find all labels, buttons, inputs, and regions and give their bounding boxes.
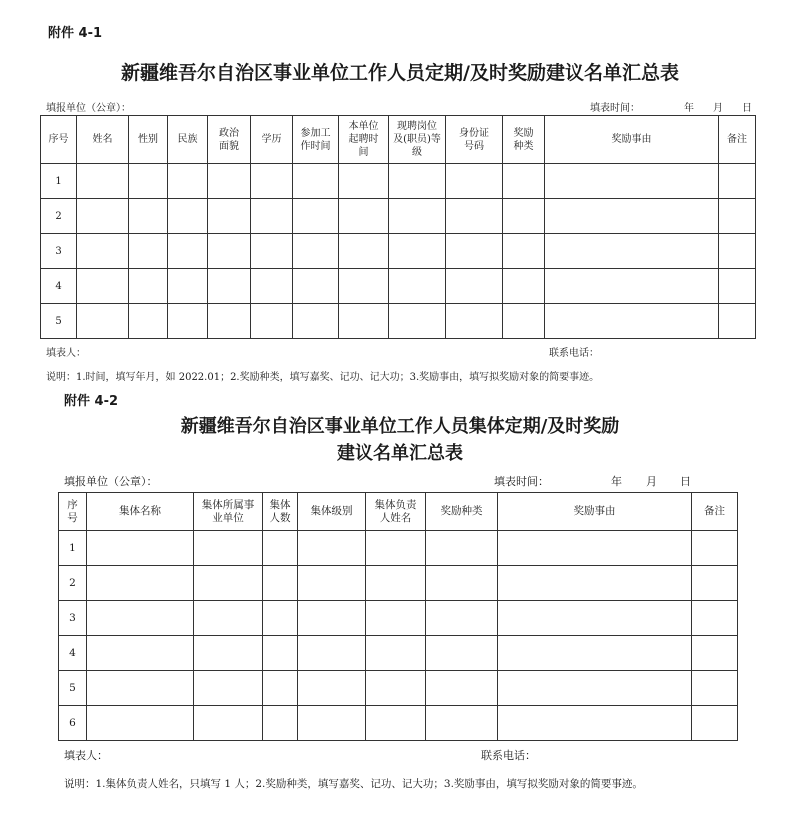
col-header-seq: 序号 — [59, 493, 87, 531]
cell-position-level[interactable] — [389, 164, 446, 199]
col-header-group-leader: 集体负责人姓名 — [366, 493, 426, 531]
cell-remarks[interactable] — [692, 531, 738, 566]
cell-position-level[interactable] — [389, 269, 446, 304]
cell-award-reason[interactable] — [545, 304, 719, 339]
cell-group-name[interactable] — [87, 671, 194, 706]
row-number: 3 — [59, 601, 87, 636]
cell-position-level[interactable] — [389, 234, 446, 269]
row-number: 5 — [59, 671, 87, 706]
cell-remarks[interactable] — [719, 199, 756, 234]
form2-title-line1: 新疆维吾尔自治区事业单位工作人员集体定期/及时奖励 — [180, 416, 620, 437]
cell-gender[interactable] — [129, 164, 168, 199]
cell-remarks[interactable] — [719, 304, 756, 339]
cell-name[interactable] — [77, 199, 129, 234]
cell-hire-time[interactable] — [339, 234, 389, 269]
col-header-group-level: 集体级别 — [298, 493, 366, 531]
row-number: 1 — [59, 531, 87, 566]
cell-name[interactable] — [77, 234, 129, 269]
cell-id-number[interactable] — [446, 164, 503, 199]
cell-remarks[interactable] — [692, 601, 738, 636]
cell-work-start[interactable] — [293, 304, 339, 339]
form2-month: 月 — [646, 475, 657, 488]
col-header-political-status: 政治面貌 — [208, 116, 251, 164]
attachment-label-4-2: 附件 4-2 — [64, 394, 119, 409]
form1-day: 日 — [742, 103, 752, 114]
cell-group-unit[interactable] — [194, 601, 263, 636]
cell-id-number[interactable] — [446, 304, 503, 339]
cell-group-name[interactable] — [87, 601, 194, 636]
table-row — [59, 636, 738, 671]
cell-award-reason[interactable] — [545, 269, 719, 304]
row-number: 4 — [41, 269, 77, 304]
table-row — [41, 199, 756, 234]
col-header-ethnicity: 民族 — [168, 116, 208, 164]
table-row — [41, 234, 756, 269]
cell-group-size[interactable] — [263, 601, 298, 636]
cell-hire-time[interactable] — [339, 199, 389, 234]
row-number: 2 — [59, 566, 87, 601]
cell-group-name[interactable] — [87, 531, 194, 566]
col-header-award-reason: 奖励事由 — [498, 493, 692, 531]
cell-group-level[interactable] — [298, 601, 366, 636]
cell-hire-time[interactable] — [339, 269, 389, 304]
cell-award-type[interactable] — [426, 636, 498, 671]
cell-group-leader[interactable] — [366, 671, 426, 706]
cell-id-number[interactable] — [446, 199, 503, 234]
cell-group-leader[interactable] — [366, 706, 426, 741]
cell-political-status[interactable] — [208, 234, 251, 269]
cell-group-name[interactable] — [87, 636, 194, 671]
cell-group-leader[interactable] — [366, 566, 426, 601]
cell-award-reason[interactable] — [545, 199, 719, 234]
cell-name[interactable] — [77, 269, 129, 304]
cell-award-type[interactable] — [426, 706, 498, 741]
cell-award-type[interactable] — [426, 531, 498, 566]
cell-hire-time[interactable] — [339, 304, 389, 339]
col-header-gender: 性别 — [129, 116, 168, 164]
cell-political-status[interactable] — [208, 304, 251, 339]
cell-group-unit[interactable] — [194, 671, 263, 706]
col-header-name: 姓名 — [77, 116, 129, 164]
col-header-id-number: 身份证号码 — [446, 116, 503, 164]
form1-fill-unit: 填报单位（公章）： — [46, 103, 131, 114]
col-header-group-unit: 集体所属事业单位 — [194, 493, 263, 531]
row-number: 3 — [41, 234, 77, 269]
col-header-group-name: 集体名称 — [87, 493, 194, 531]
cell-name[interactable] — [77, 304, 129, 339]
col-header-education: 学历 — [251, 116, 293, 164]
cell-work-start[interactable] — [293, 164, 339, 199]
cell-award-reason[interactable] — [498, 671, 692, 706]
table-row — [59, 566, 738, 601]
cell-group-level[interactable] — [298, 566, 366, 601]
form2-day: 日 — [680, 475, 691, 488]
row-number: 6 — [59, 706, 87, 741]
form2-note: 说明：1.集体负责人姓名，只填写 1 人；2.奖励种类，填写嘉奖、记功、记大功；3.奖励事由，填写拟奖励对象的简要事迹。 — [64, 778, 643, 790]
row-number: 4 — [59, 636, 87, 671]
cell-group-size[interactable] — [263, 531, 298, 566]
col-header-hire-time: 本单位起聘时间 — [339, 116, 389, 164]
cell-group-leader[interactable] — [366, 601, 426, 636]
row-number: 2 — [41, 199, 77, 234]
form2-fill-unit: 填报单位（公章）： — [64, 475, 158, 488]
form2-filler-label: 填表人： — [64, 749, 108, 762]
form2-header-row — [59, 493, 738, 531]
cell-group-size[interactable] — [263, 636, 298, 671]
cell-ethnicity[interactable] — [168, 234, 208, 269]
cell-group-unit[interactable] — [194, 706, 263, 741]
cell-education[interactable] — [251, 234, 293, 269]
cell-award-type[interactable] — [503, 269, 545, 304]
cell-award-reason[interactable] — [498, 566, 692, 601]
table-row — [59, 671, 738, 706]
cell-remarks[interactable] — [692, 671, 738, 706]
cell-group-level[interactable] — [298, 671, 366, 706]
cell-group-level[interactable] — [298, 706, 366, 741]
cell-group-leader[interactable] — [366, 636, 426, 671]
table-row — [59, 531, 738, 566]
cell-work-start[interactable] — [293, 199, 339, 234]
form2-fill-time-label: 填表时间： — [494, 475, 549, 488]
cell-ethnicity[interactable] — [168, 269, 208, 304]
col-header-group-size: 集体人数 — [263, 493, 298, 531]
cell-award-reason[interactable] — [545, 164, 719, 199]
cell-group-name[interactable] — [87, 706, 194, 741]
cell-ethnicity[interactable] — [168, 199, 208, 234]
col-header-award-reason: 奖励事由 — [545, 116, 719, 164]
col-header-award-type: 奖励种类 — [426, 493, 498, 531]
cell-group-level[interactable] — [298, 531, 366, 566]
cell-ethnicity[interactable] — [168, 304, 208, 339]
form1-table — [40, 115, 756, 339]
cell-gender[interactable] — [129, 304, 168, 339]
cell-position-level[interactable] — [389, 199, 446, 234]
cell-remarks[interactable] — [692, 636, 738, 671]
table-row — [41, 164, 756, 199]
cell-id-number[interactable] — [446, 234, 503, 269]
cell-political-status[interactable] — [208, 269, 251, 304]
cell-remarks[interactable] — [719, 269, 756, 304]
form1-phone-label: 联系电话： — [549, 348, 599, 359]
cell-group-unit[interactable] — [194, 636, 263, 671]
cell-education[interactable] — [251, 304, 293, 339]
cell-gender[interactable] — [129, 199, 168, 234]
form1-title: 新疆维吾尔自治区事业单位工作人员定期/及时奖励建议名单汇总表 — [121, 62, 679, 84]
col-header-remarks: 备注 — [719, 116, 756, 164]
cell-award-type[interactable] — [503, 164, 545, 199]
attachment-label-4-1: 附件 4-1 — [48, 26, 103, 41]
cell-remarks[interactable] — [692, 566, 738, 601]
cell-hire-time[interactable] — [339, 164, 389, 199]
cell-political-status[interactable] — [208, 164, 251, 199]
cell-award-reason[interactable] — [498, 531, 692, 566]
cell-group-unit[interactable] — [194, 566, 263, 601]
cell-group-size[interactable] — [263, 566, 298, 601]
cell-group-size[interactable] — [263, 706, 298, 741]
cell-award-reason[interactable] — [498, 636, 692, 671]
col-header-work-start: 参加工作时间 — [293, 116, 339, 164]
cell-award-type[interactable] — [426, 566, 498, 601]
cell-award-reason[interactable] — [498, 706, 692, 741]
cell-group-level[interactable] — [298, 636, 366, 671]
form1-header-row — [41, 116, 756, 164]
form1-month: 月 — [713, 103, 723, 114]
table-row — [59, 601, 738, 636]
table-row — [41, 304, 756, 339]
cell-group-unit[interactable] — [194, 531, 263, 566]
form1-filler-label: 填表人： — [46, 348, 86, 359]
form2-year: 年 — [611, 475, 622, 488]
cell-name[interactable] — [77, 164, 129, 199]
form1-note: 说明：1.时间，填写年月，如 2022.01；2.奖励种类，填写嘉奖、记功、记大功；3.奖励事由，填写拟奖励对象的简要事迹。 — [46, 372, 600, 383]
cell-award-type[interactable] — [426, 671, 498, 706]
cell-award-type[interactable] — [503, 199, 545, 234]
cell-remarks[interactable] — [692, 706, 738, 741]
cell-gender[interactable] — [129, 269, 168, 304]
cell-remarks[interactable] — [719, 234, 756, 269]
col-header-seq: 序号 — [41, 116, 77, 164]
col-header-position-level: 现聘岗位及(职员)等级 — [389, 116, 446, 164]
cell-education[interactable] — [251, 269, 293, 304]
cell-position-level[interactable] — [389, 304, 446, 339]
cell-award-type[interactable] — [503, 304, 545, 339]
row-number: 1 — [41, 164, 77, 199]
cell-group-leader[interactable] — [366, 531, 426, 566]
cell-education[interactable] — [251, 164, 293, 199]
cell-award-reason[interactable] — [545, 234, 719, 269]
cell-work-start[interactable] — [293, 269, 339, 304]
cell-award-type[interactable] — [426, 601, 498, 636]
cell-award-reason[interactable] — [498, 601, 692, 636]
cell-group-name[interactable] — [87, 566, 194, 601]
table-row — [41, 269, 756, 304]
form1-fill-time-label: 填表时间： — [590, 103, 640, 114]
cell-ethnicity[interactable] — [168, 164, 208, 199]
cell-id-number[interactable] — [446, 269, 503, 304]
col-header-remarks: 备注 — [692, 493, 738, 531]
cell-work-start[interactable] — [293, 234, 339, 269]
cell-gender[interactable] — [129, 234, 168, 269]
form2-phone-label: 联系电话： — [481, 749, 536, 762]
cell-group-size[interactable] — [263, 671, 298, 706]
cell-award-type[interactable] — [503, 234, 545, 269]
row-number: 5 — [41, 304, 77, 339]
table-row — [59, 706, 738, 741]
cell-remarks[interactable] — [719, 164, 756, 199]
form2-title-line2: 建议名单汇总表 — [337, 443, 463, 464]
col-header-award-type: 奖励种类 — [503, 116, 545, 164]
form2-table — [58, 492, 738, 741]
form1-year: 年 — [684, 103, 694, 114]
cell-education[interactable] — [251, 199, 293, 234]
cell-political-status[interactable] — [208, 199, 251, 234]
